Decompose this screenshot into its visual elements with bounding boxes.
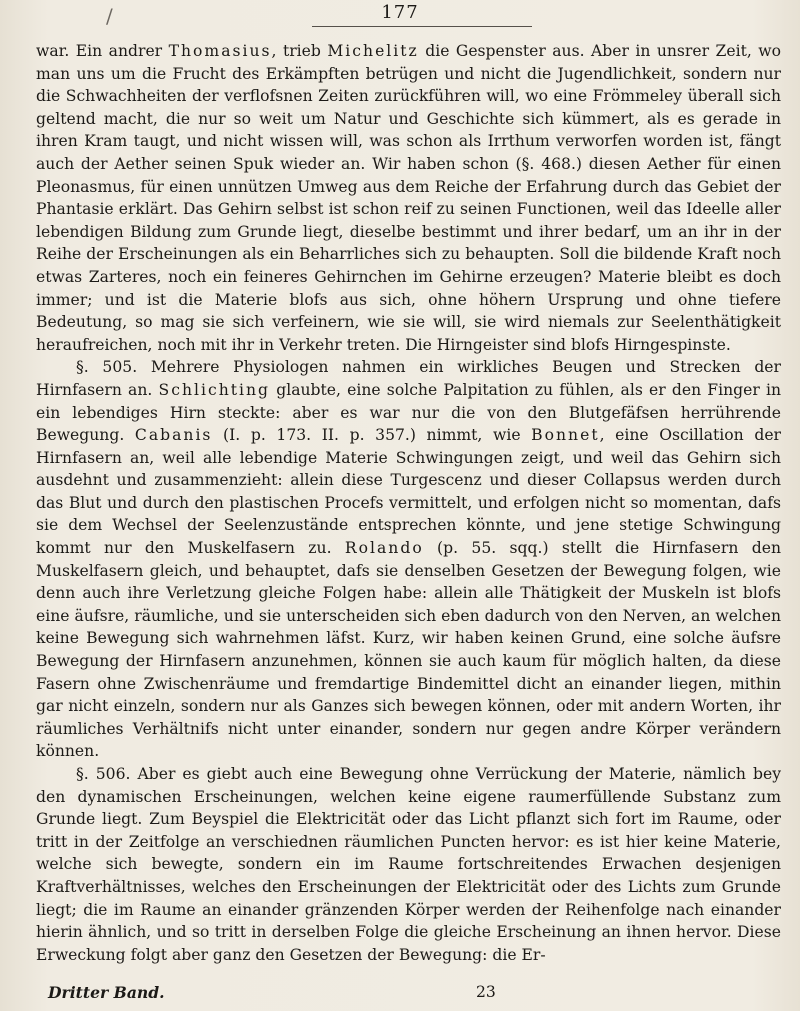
person-name: Cabanis [134, 426, 213, 445]
paragraph-2: §. 505. Mehrere Physiologen nahmen ein wirkliches Beugen und Strecken der Hirnfasern an. Schlichting glaubte, eine solche Palpitation zu fühlen, als er den Finger in ein lebendiges Hirn steckte: aber es war nur die von den Blutgefäfsen herrührende Bewegung. Cabanis (I. p. 173. II. p. 357.) nimmt, wie Bonnet, eine Oscillation der Hirnfasern an, weil alle lebendige Materie Schwingungen zeigt, und weil das Gehirn sich ausdehnt und zusammenzieht: allein diese Turgescenz und dieser Collapsus werden durch das Blut und durch den plastischen Procefs vermittelt, und erfolgen nicht so momentan, dafs sie dem Wechsel der Seelenzustände entsprechen könnte, und jene stetige Schwingung kommt nur den Muskelfasern zu. Rolando (p. 55. sqq.) stellt die Hirnfasern den Muskelfasern gleich, und behauptet, dafs sie denselben Gesetzen der Bewegung folgen, wie denn auch ihre Verletzung gleiche Folgen habe: allein alle Thätigkeit der Muskeln ist blofs eine äufsre, räumliche, und sie unterscheiden sich eben dadurch von den Nerven, an welchen keine Bewegung sich wahrnehmen läfst. Kurz, wir haben keinen Grund, eine solche äufsre Bewegung der Hirnfasern anzunehmen, können sie auch kaum für möglich halten, da diese Fasern ohne Zwischenräume und fremdartige Bindemittel dicht an einander liegen, mithin gar nicht einzeln, sondern nur als Ganzes sich bewegen können, oder mit andern Worten, ihr räumliches Verhältnifs nicht unter einander, sondern nur gegen andre Körper verändern können. [36, 358, 782, 761]
signature-mark: Dritter Band. [48, 983, 165, 1002]
person-name: Rolando [344, 539, 424, 558]
person-name: Bonnet [531, 426, 600, 445]
person-name: Schlichting [158, 380, 271, 399]
body-text [36, 40, 781, 966]
page-number: 177 [381, 2, 419, 23]
paragraph-3: §. 506. Aber es giebt auch eine Bewegung ohne Verrückung der Materie, nämlich bey den dynamischen Erscheinungen, welchen keine eigene raumerfüllende Substanz zum Grunde liegt. Zum Beyspiel die Elektricität oder das Licht pflanzt sich fort im Raume, oder tritt in der Zeitfolge an verschiednen räumlichen Puncten hervor: es ist hier keine Materie, welche sich bewegte, sondern ein im Raume fortschreitendes Erwachen desjenigen Kraftverhältnisses, welches den Erscheinungen der Elektricität oder des Lichts zum Grunde liegt; die im Raume an einander gränzenden Körper werden der Reihenfolge nach einander hierin ähnlich, und so tritt in derselben Folge die gleiche Erscheinung an ihnen hervor. Diese Erweckung folgt aber ganz den Gesetzen der Bewegung: die Er- [36, 765, 781, 964]
person-name: Thomasius [168, 42, 272, 60]
header-rule [312, 26, 532, 27]
paragraph-1: war. Ein andrer Thomasius, trieb Michelitz die Gespenster aus. Aber in unsrer Zeit, wo man uns um die Frucht des Erkämpften betrügen und nicht die Jugendlichkeit, sondern nur die Schwachheiten der verflofsnen Zeiten zurückführen will, wo eine Frömmeley überall sich geltend macht, die nur so weit um Natur und Geschichte sich kümmert, als es gerade in ihren Kram taugt, und nicht wissen will, was schon als Irrthum verworfen worden ist, fängt auch der Aether seinen Spuk wieder an. Wir haben schon (§. 468.) diesen Aether für einen Pleonasmus, für einen unnützen Umweg aus dem Reiche der Erfahrung durch das Gebiet der Phantasie erklärt. Das Gehirn selbst ist schon reif zu seinen Functionen, weil das Ideelle aller lebendigen Bildung zum Grunde liegt, dieselbe bestimmt und ihrer bedarf, um an ihr in der Reihe der Erscheinungen als ein Beharrliches sich zu behaupten. Soll die bildende Kraft noch etwas Zarteres, noch ein feineres Gehirnchen im Gehirne erzeugen? Materie bleibt es doch immer; und ist die Materie blofs aus sich, ohne höhern Ursprung und ohne tiefere Bedeutung, so mag sie sich verfeinern, wie sie will, sie wird niemals zur Seelenthätigkeit heraufreichen, noch mit ihr in Verkehr treten. Die Hirngeister sind blofs Hirngespinste. [36, 42, 781, 354]
person-name: Michelitz [327, 42, 419, 60]
signature-number: 23 [476, 983, 496, 1001]
page-footer [48, 983, 748, 1005]
margin-mark: / [106, 4, 113, 28]
